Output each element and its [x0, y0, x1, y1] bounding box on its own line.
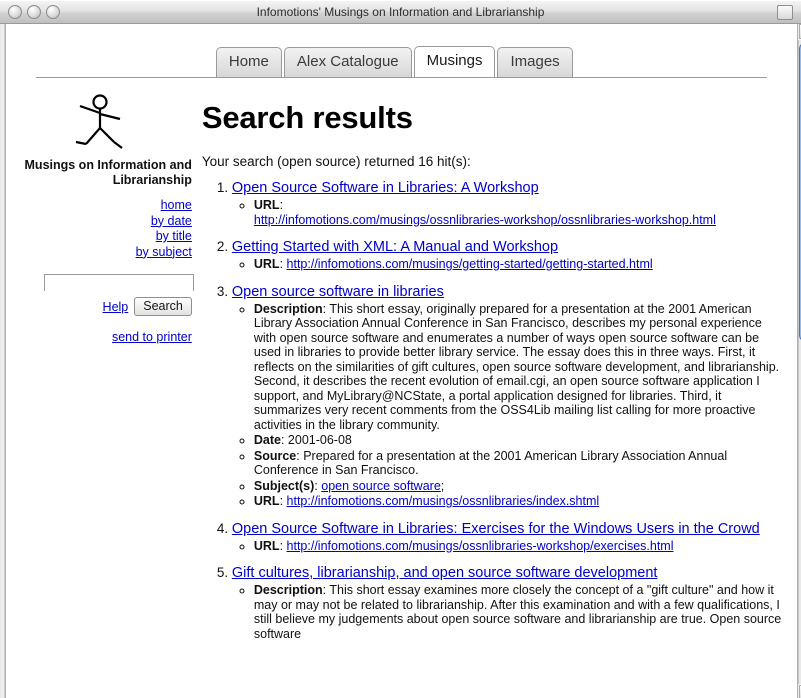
tab-home[interactable]: Home — [216, 47, 282, 77]
main-content — [202, 86, 797, 652]
window-body — [0, 24, 801, 698]
result-field-source: ◦ Source: Prepared for a presentation at the 2001 American Library Association Annual Conference in San Francisco. — [254, 449, 787, 478]
result-item — [232, 283, 787, 509]
result-url-link[interactable]: http://infomotions.com/musings/ossnlibraries-workshop/exercises.html — [286, 538, 674, 553]
result-subject-link[interactable]: open source software — [321, 478, 441, 493]
search-field-wrapper[interactable] — [44, 274, 194, 291]
search-summary: Your search (open source) returned 16 hit(s): — [201, 154, 471, 169]
sidebar-link-by-title[interactable]: by title — [155, 229, 192, 243]
result-item — [232, 564, 787, 641]
tab-musings[interactable]: Musings — [414, 46, 496, 77]
result-item — [232, 238, 787, 272]
result-description-text: This short essay examines more closely the concept of a "gift culture" and how it may or may not be related to librarianship. After this examination and with a few qualifications, I still believe my judgements about open source software and librarianship are true. Open source software — [253, 583, 782, 641]
result-field-subjects: ◦ Subject(s): open source software; — [254, 479, 787, 494]
sidebar-link-home[interactable]: home — [160, 198, 192, 212]
page-content — [5, 24, 797, 698]
zoom-button[interactable] — [46, 5, 60, 19]
help-link[interactable]: Help — [102, 299, 129, 314]
window-titlebar — [0, 0, 801, 24]
result-fields — [232, 198, 787, 227]
sidebar-link-by-subject[interactable]: by subject — [135, 244, 192, 259]
tab-bar-underline — [36, 77, 767, 78]
result-field-url: ◦ URL: http://infomotions.com/musings/ossnlibraries-workshop/exercises.html — [254, 539, 787, 554]
send-to-printer-link[interactable]: send to printer — [111, 330, 192, 344]
results-list — [202, 179, 787, 641]
window-toolbar-toggle[interactable] — [777, 5, 793, 20]
result-item — [232, 179, 787, 227]
field-label-url: URL — [253, 198, 280, 212]
field-label-url: URL — [253, 494, 280, 508]
field-label-description: Description — [253, 301, 323, 316]
site-title: Musings on Information and Librarianship — [24, 158, 192, 187]
search-button[interactable]: Search — [134, 297, 192, 316]
sidebar-links — [6, 198, 194, 260]
field-label-url: URL — [253, 538, 280, 553]
page-title: Search results — [201, 100, 413, 135]
field-label-subjects: Subject(s) — [253, 478, 315, 493]
result-title-link[interactable]: Open source software in libraries — [231, 283, 444, 300]
result-fields — [232, 257, 787, 272]
sidebar — [6, 86, 202, 652]
result-fields — [232, 583, 787, 641]
result-url-link[interactable]: http://infomotions.com/musings/ossnlibraries/index.shtml — [286, 494, 600, 508]
search-input[interactable] — [45, 277, 193, 292]
result-field-url: ◦ URL: http://infomotions.com/musings/getting-started/getting-started.html — [254, 257, 787, 272]
result-url-link[interactable]: http://infomotions.com/musings/ossnlibraries-workshop/ossnlibraries-workshop.html — [253, 212, 716, 227]
result-field-description: ◦ Description: This short essay, originally prepared for a presentation at the 2001 American Library Association Annual Conference in San Francisco, describes my personal experience with open source software and enumerates a number of ways open source software can be used in libraries to provide better library service. The essay does this in three ways. First, it reflects on the similarities of gift cultures, open source software development, and librarianship. Second, it describes the recent evolution of email.cgi, an open source software application I support, and MyLibrary@NCState, a portal application designed for libraries. Third, it summarizes very recent comments from the OSS4Lib mailing list calling for more proactive activities in the library community. — [254, 302, 787, 433]
minimize-button[interactable] — [27, 5, 41, 19]
running-person-logo-icon — [66, 94, 136, 154]
field-label-url: URL — [253, 257, 280, 271]
result-subject-suffix: ; — [440, 478, 445, 493]
tab-images[interactable]: Images — [497, 47, 572, 77]
result-url-link[interactable]: http://infomotions.com/musings/getting-started/getting-started.html — [286, 257, 653, 271]
search-controls — [6, 297, 194, 316]
close-button[interactable] — [8, 5, 22, 19]
result-title-link[interactable]: Open Source Software in Libraries: A Workshop — [231, 180, 539, 196]
result-title-link[interactable]: Open Source Software in Libraries: Exercises for the Windows Users in the Crowd — [231, 520, 760, 537]
result-title-link[interactable]: Getting Started with XML: A Manual and Workshop — [231, 239, 559, 255]
tab-alex-catalogue[interactable]: Alex Catalogue — [284, 47, 412, 77]
result-field-url: ◦ URL: http://infomotions.com/musings/ossnlibraries-workshop/ossnlibraries-workshop.html — [254, 198, 787, 227]
result-field-date: ◦ Date: 2001-06-08 — [254, 433, 787, 448]
result-date-text: 2001-06-08 — [287, 433, 352, 447]
result-source-text: Prepared for a presentation at the 2001 American Library Association Annual Conference in San Francisco. — [253, 448, 728, 477]
page-columns — [6, 78, 797, 652]
window-title: Infomotions' Musings on Information and Librarianship — [256, 5, 545, 19]
vertical-scrollbar[interactable] — [797, 24, 801, 698]
window-control-buttons[interactable] — [8, 5, 60, 19]
field-label-date: Date — [253, 433, 281, 447]
field-label-source: Source — [253, 448, 297, 463]
sidebar-link-by-date[interactable]: by date — [150, 213, 192, 228]
result-field-description: ◦ Description: This short essay examines more closely the concept of a "gift culture" and how it may or may not be related to librarianship. After this examination and with a few qualifications, I still believe my judgements about open source software and librarianship are true. Open source software — [254, 583, 787, 641]
tab-bar — [6, 46, 797, 78]
result-item — [232, 520, 787, 554]
result-fields — [232, 302, 787, 509]
field-label-description: Description — [253, 583, 323, 597]
result-description-text: This short essay, originally prepared for a presentation at the 2001 American Library Association Annual Conference in San Francisco, describes my personal experience with open source software and enumerates a number of ways open source software can be used in libraries to provide better library service. The essay does this in three ways. First, it reflects on the similarities of gift cultures, open source software development, and librarianship. Second, it describes the recent evolution of email.cgi, an open source software application I support, and MyLibrary@NCState, a portal application designed for libraries. Third, it summarizes very recent comments from the OSS4Lib mailing list calling for more proactive activities in the library community. — [253, 301, 780, 432]
result-title-link[interactable]: Gift cultures, librarianship, and open source software development — [231, 565, 658, 581]
result-field-url: ◦ URL: http://infomotions.com/musings/ossnlibraries/index.shtml — [254, 494, 787, 509]
result-fields — [232, 539, 787, 554]
